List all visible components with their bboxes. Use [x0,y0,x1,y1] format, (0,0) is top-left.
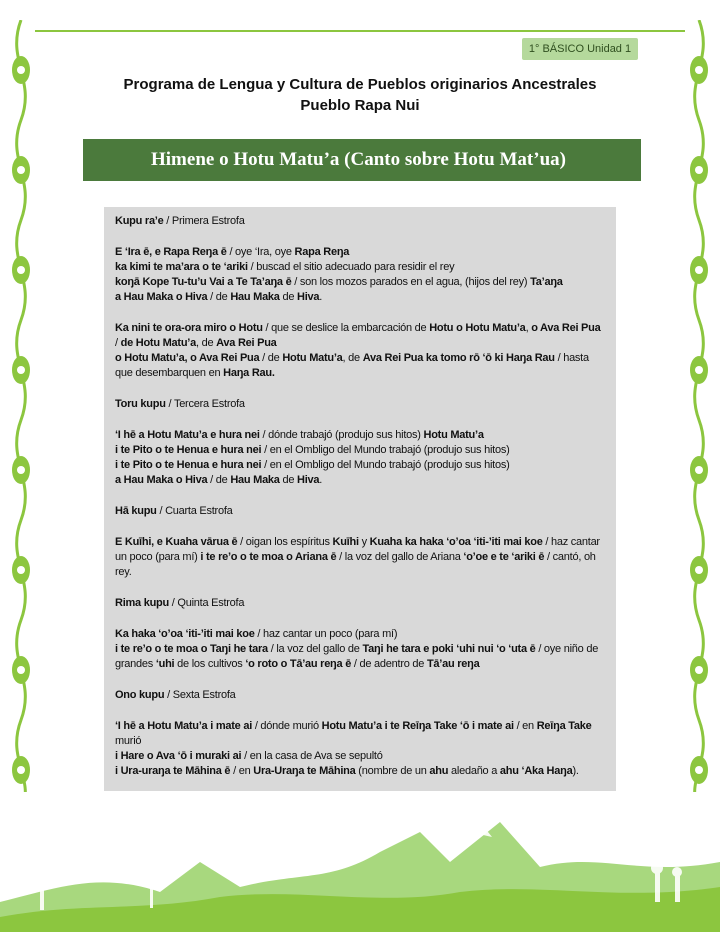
stanza-3-heading: Toru kupu / Tercera Estrofa [115,398,245,410]
song-title-banner: Himene o Hotu Matu’a (Canto sobre Hotu Mat’ua) [83,139,641,181]
stanza-3: ‘I hē a Hotu Matu’a e hura nei / dónde trabajó (produjo sus hitos) Hotu Matu’a i te Pito o te Henua e hura nei / en el Ombligo del Mundo trabajó (produjo sus hitos) i te Pito o te Henua e hura nei / en el Ombligo del Mundo trabajó (produjo sus hitos) a Hau Maka o Hiva / de Hau Maka de Hiva. [115,429,510,486]
stanza-4-heading: Hā kupu / Cuarta Estrofa [115,505,233,517]
stanza-5: Ka haka ‘o’oa ‘iti-’iti mai koe / haz cantar un poco (para mí) i te re’o o te moa o Taŋi he tara / la voz del gallo de Taŋi he tara e poki ‘uhi nui ‘o ‘uta ē / oye niño de grandes ‘uhi de los cultivos ‘o roto o Tā’au reŋa ē / de adentro de Tā’au reŋa [115,628,599,670]
right-decorative-border [682,20,716,810]
program-subtitle: Pueblo Rapa Nui [300,97,420,114]
stanza-2: Ka nini te ora-ora miro o Hotu / que se deslice la embarcación de Hotu o Hotu Matu’a, o Ava Rei Pua / de Hotu Matu’a, de Ava Rei Pua o Hotu Matu’a, o Ava Rei Pua / de Hotu Matu’a, de Ava Rei Pua ka tomo rō ‘ō ki Haŋa Rau / hasta que desembarquen en Haŋa Rau. [115,322,601,379]
stanza-5-heading: Rima kupu / Quinta Estrofa [115,597,245,609]
program-title: Programa de Lengua y Cultura de Pueblos originarios Ancestrales [123,76,597,93]
stanza-1: E ‘Ira ē, e Rapa Reŋa ē / oye ‘Ira, oye Rapa Reŋa ka kimi te ma’ara o te ‘ariki / buscad el sitio adecuado para residir el rey koŋā Kope Tu-tu’u Vai a Te Ta’aŋa ē / son los mozos parados en el agua, (hijos del rey) Ta’aŋa a Hau Maka o Hiva / de Hau Maka de Hiva. [115,246,563,303]
stanza-6-heading: Ono kupu / Sexta Estrofa [115,689,236,701]
stanza-1-heading: Kupu ra’e / Primera Estrofa [115,215,245,227]
landscape-footer-illustration [0,792,720,932]
left-decorative-border [4,20,38,810]
grade-tag: 1° BÁSICO Unidad 1 [522,38,638,60]
top-rule [35,30,685,32]
stanza-4: E Kuīhi, e Kuaha vārua ē / oigan los espíritus Kuīhi y Kuaha ka haka ‘o’oa ‘iti-’iti mai koe / haz cantar un poco (para mí) i te re’o o te moa o Ariana ē / la voz del gallo de Ariana ‘o’oe e te ‘ariki ē / cantó, oh rey. [115,536,600,578]
poem-box [104,207,616,791]
stanza-6: ‘I hē a Hotu Matu’a i mate ai / dónde murió Hotu Matu’a i te Reīŋa Take ‘ō i mate ai / en Reīŋa Take murió i Hare o Ava ‘ō i muraki ai / en la casa de Ava se sepultó i Ura-uraŋa te Māhina ē / en Ura-Uraŋa te Māhina (nombre de un ahu aledaño a ahu ‘Aka Haŋa). [115,720,592,777]
